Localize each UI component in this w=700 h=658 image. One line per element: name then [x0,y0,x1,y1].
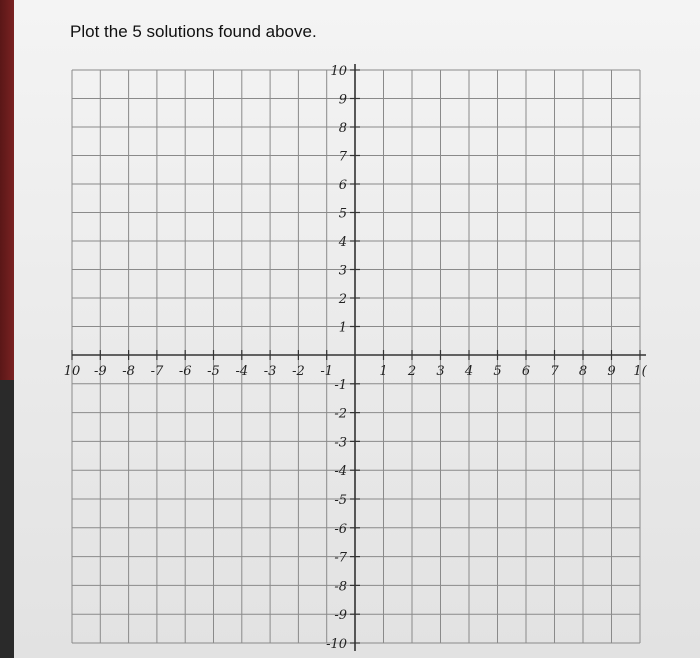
y-tick-label: -9 [334,608,347,624]
x-tick-label: 7 [550,364,559,379]
y-tick-label: 5 [338,206,347,222]
y-tick-label: 8 [338,121,347,136]
x-tick-label: -7 [150,364,164,379]
x-tick-label: -4 [235,364,249,379]
y-tick-label: 1 [338,320,347,336]
x-tick-label: 4 [464,364,474,379]
x-tick-label: 1 [379,364,388,379]
y-tick-label: 7 [338,149,347,165]
y-tick-label: -7 [334,550,347,566]
x-tick-label: -2 [292,364,305,379]
x-tick-label: 6 [521,364,531,379]
y-tick-label: -5 [334,493,347,508]
y-tick-label: 10 [330,64,347,79]
question-prompt: Plot the 5 solutions found above. [70,22,317,41]
axes [72,64,646,651]
y-tick-label: 4 [338,235,347,250]
y-tick-label: 3 [338,263,347,279]
y-tick-label: 2 [338,292,347,307]
x-tick-label: -3 [263,364,277,379]
x-tick-label: -6 [178,364,192,379]
x-tick-label: -9 [93,364,107,379]
y-tick-label: -6 [334,521,347,537]
y-tick-label: -2 [334,406,347,422]
x-tick-label: 2 [407,364,417,379]
x-tick-label: -5 [207,364,220,379]
y-tick-label: 9 [338,92,347,108]
x-tick-label: 1( [633,364,647,379]
x-tick-label: 3 [436,364,445,379]
y-tick-label: -1 [334,377,347,393]
x-tick-label: -8 [122,364,135,379]
y-tick-label: -8 [334,579,347,595]
y-tick-label: 6 [338,178,347,193]
x-tick-label: 8 [578,364,588,379]
y-tick-label: -10 [326,637,347,652]
x-tick-label: 10 [63,364,81,379]
x-tick-label: 5 [493,364,502,379]
x-tick-label: -1 [320,364,334,379]
y-tick-label: -3 [334,435,347,451]
y-tick-label: -4 [334,464,347,480]
x-tick-label: 9 [607,364,616,379]
